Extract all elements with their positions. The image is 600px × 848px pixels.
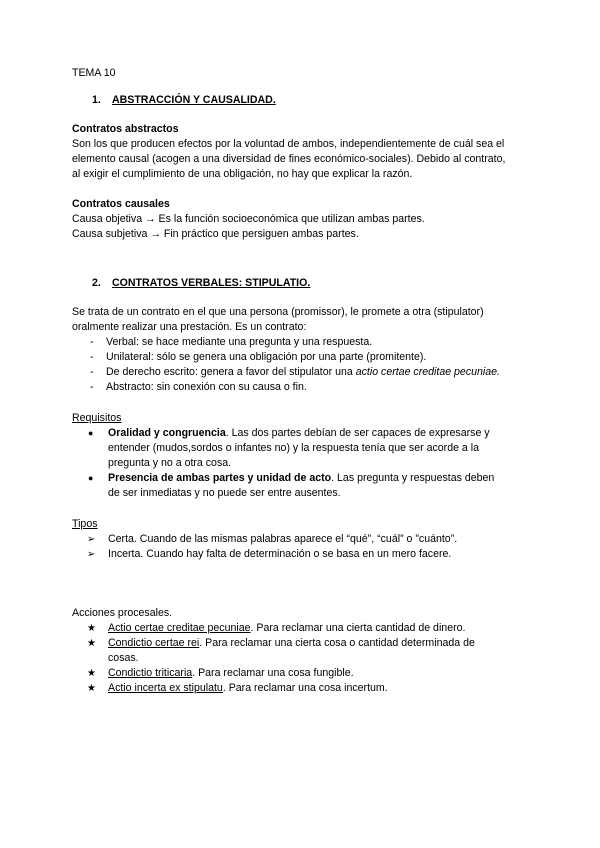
causales-title: Contratos causales xyxy=(72,198,170,210)
acciones-list xyxy=(72,621,532,696)
dash-bullet: - xyxy=(90,381,94,393)
features-list xyxy=(72,335,532,395)
accion-name: Condictio certae rei xyxy=(108,637,200,649)
list-item: ★ Condictio certae rei. Para reclamar una cierta cosa o cantidad determinada de cosas. xyxy=(87,637,475,664)
requisitos-list xyxy=(72,426,532,501)
star-bullet-icon: ★ xyxy=(87,638,96,649)
stipulatio-intro xyxy=(72,305,532,335)
section-1-number: 1. xyxy=(92,94,101,106)
list-item: ★ Actio certae creditae pecuniae. Para reclamar una cierta cantidad de dinero. xyxy=(87,622,466,634)
abstractos-paragraph xyxy=(72,137,532,182)
accion-name: Condictio triticaria xyxy=(108,667,193,679)
abstractos-title: Contratos abstractos xyxy=(72,123,179,135)
list-item: ➢ Incerta. Cuando hay falta de determinación o se basa en un mero facere. xyxy=(87,548,452,560)
star-bullet-icon: ★ xyxy=(87,623,96,634)
dash-bullet: - xyxy=(90,336,94,348)
list-item: ★ Condictio triticaria. Para reclamar una cosa fungible. xyxy=(87,667,354,679)
requisito-bold: Oralidad y congruencia xyxy=(108,427,226,439)
acciones-title: Acciones procesales. xyxy=(72,607,173,619)
accion-name: Actio certae creditae pecuniae xyxy=(108,622,251,634)
list-item: ● Oralidad y congruencia. Las dos partes debían de ser capaces de expresarse y entender (mudos,sordos o infantes no) y la respuesta tenía que ser acorde a la pregunta y no a otra cosa. xyxy=(88,427,490,469)
causales-paragraph xyxy=(72,212,532,242)
list-item: ● Presencia de ambas partes y unidad de acto. Las pregunta y respuestas deben de ser inmediatas y no puede ser entre ausentes. xyxy=(88,472,495,499)
tema-label: TEMA 10 xyxy=(72,67,116,79)
actio-italic: actio certae creditae pecuniae. xyxy=(355,366,500,378)
dash-bullet: - xyxy=(90,351,94,363)
abstractos-line: Son los que producen efectos por la voluntad de ambos, independientemente de cuál sea el xyxy=(72,138,505,150)
list-item: ★ Actio incerta ex stipulatu. Para reclamar una cosa incertum. xyxy=(87,682,388,694)
list-item: - Verbal: se hace mediante una pregunta y una respuesta. xyxy=(90,336,373,348)
section-2-number: 2. xyxy=(92,277,101,289)
dot-bullet-icon: ● xyxy=(88,473,94,483)
requisitos-title: Requisitos xyxy=(72,412,122,424)
section-2-heading xyxy=(72,276,532,291)
section-1-heading xyxy=(72,93,532,108)
list-item: - Unilateral: sólo se genera una obligación por una parte (promitente). xyxy=(90,351,427,363)
requisito-bold: Presencia de ambas partes y unidad de acto xyxy=(108,472,332,484)
document-page xyxy=(72,66,532,712)
section-2-title: CONTRATOS VERBALES: STIPULATIO. xyxy=(111,277,311,289)
list-item: - De derecho escrito: genera a favor del stipulator una actio certae creditae pecuniae. xyxy=(90,366,500,378)
intro-line: Se trata de un contrato en el que una persona (promissor), le promete a otra (stipulator) xyxy=(72,306,484,318)
section-1-title: ABSTRACCIÓN Y CAUSALIDAD. xyxy=(111,94,276,106)
dot-bullet-icon: ● xyxy=(88,428,94,438)
abstractos-line: elemento causal (acogen a una diversidad de fines económico-sociales). Debido al contrato, xyxy=(72,153,506,165)
causa-objetiva-line: Causa objetiva → Es la función socioeconómica que utilizan ambas partes. xyxy=(72,213,425,225)
list-item: - Abstracto: sin conexión con su causa o fin. xyxy=(90,381,307,393)
tipos-list xyxy=(72,532,532,562)
arrow-bullet-icon: ➢ xyxy=(87,534,96,545)
tipos-title: Tipos xyxy=(72,518,98,530)
star-bullet-icon: ★ xyxy=(87,683,96,694)
list-item: ➢ Certa. Cuando de las mismas palabras aparece el “qué”, “cuál” o ”cuánto”. xyxy=(87,533,458,545)
arrow-bullet-icon: ➢ xyxy=(87,549,96,560)
causa-subjetiva-line: Causa subjetiva → Fin práctico que persiguen ambas partes. xyxy=(72,228,359,240)
star-bullet-icon: ★ xyxy=(87,668,96,679)
dash-bullet: - xyxy=(90,366,94,378)
intro-line: oralmente realizar una prestación. Es un contrato: xyxy=(72,321,307,333)
abstractos-line: al exigir el cumplimiento de una obligación, no hay que explicar la razón. xyxy=(72,168,413,180)
accion-name: Actio incerta ex stipulatu xyxy=(108,682,223,694)
